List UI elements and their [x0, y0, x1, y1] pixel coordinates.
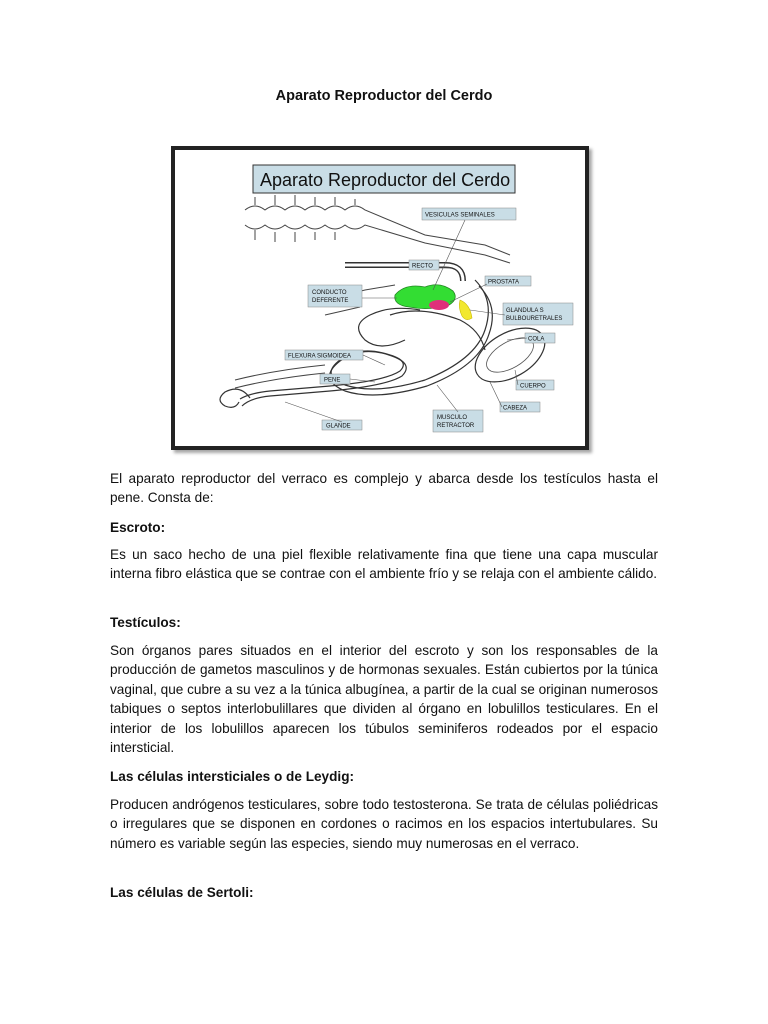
heading-leydig: Las células intersticiales o de Leydig: — [110, 769, 355, 784]
document-title: Aparato Reproductor del Cerdo — [275, 88, 493, 104]
glans-drawing — [220, 389, 250, 407]
label-musculo: MUSCULO — [437, 415, 468, 421]
paragraph-testiculos: Son órganos pares situados en el interior del escroto y son los responsables de la producción de gametos masculinos y de hormonas sexuales. Están cubiertos por la túnica vaginal, que cubre a su vez a la túnica albugínea, a partir de la cual se originan numerosos tabiques o septos interlobulillares que dividen al órgano en lobulillos testiculares. En el interior de los lobulillos aparecen los túbulos seminiferos rodeados por el espacio intersticial. — [110, 643, 658, 756]
label-cuerpo: CUERPO — [520, 383, 546, 390]
label-deferente: DEFERENTE — [312, 298, 349, 304]
intro-paragraph: El aparato reproductor del verraco es complejo y abarca desde los testículos hasta el pene. Consta de: — [110, 471, 658, 506]
prostate-shape — [429, 300, 449, 310]
label-glandula: GLANDULA S — [506, 308, 544, 314]
reproductive-diagram — [175, 150, 585, 446]
heading-testiculos: Testículos: — [110, 615, 181, 630]
label-recto: RECTO — [412, 263, 433, 270]
diagram-labels — [285, 208, 573, 432]
paragraph-leydig: Producen andrógenos testiculares, sobre todo testosterona. Se trata de células poliédricas o irregulares que se disponen en cordones o racimos en los espacios intertubulares. Su número es variable según las especies, siendo muy numerosas en el verraco. — [110, 797, 658, 851]
label-prostata: PROSTATA — [488, 279, 520, 286]
label-retractor: RETRACTOR — [437, 423, 475, 429]
heading-escroto: Escroto: — [110, 520, 166, 535]
label-glande: GLANDE — [326, 423, 351, 430]
paragraph-escroto: Es un saco hecho de una piel flexible relativamente fina que tiene una capa muscular interna fibro elástica que se contrae con el ambiente frío y se relaja con el ambiente cálido. — [110, 547, 658, 582]
diagram-title: Aparato Reproductor del Cerdo — [260, 170, 511, 190]
label-cabeza: CABEZA — [503, 405, 528, 412]
label-vesiculas: VESICULAS SEMINALES — [425, 212, 495, 219]
label-bulbo: BULBOURETRALES — [506, 316, 563, 322]
label-flexura: FLEXURA SIGMOIDEA — [288, 353, 352, 360]
heading-sertoli: Las células de Sertoli: — [110, 885, 254, 900]
reproductive-diagram-figure — [171, 146, 589, 450]
label-pene: PENE — [324, 377, 341, 384]
rectum-drawing — [345, 265, 463, 281]
label-conducto: CONDUCTO — [312, 290, 347, 296]
label-cola: COLA — [528, 336, 545, 343]
